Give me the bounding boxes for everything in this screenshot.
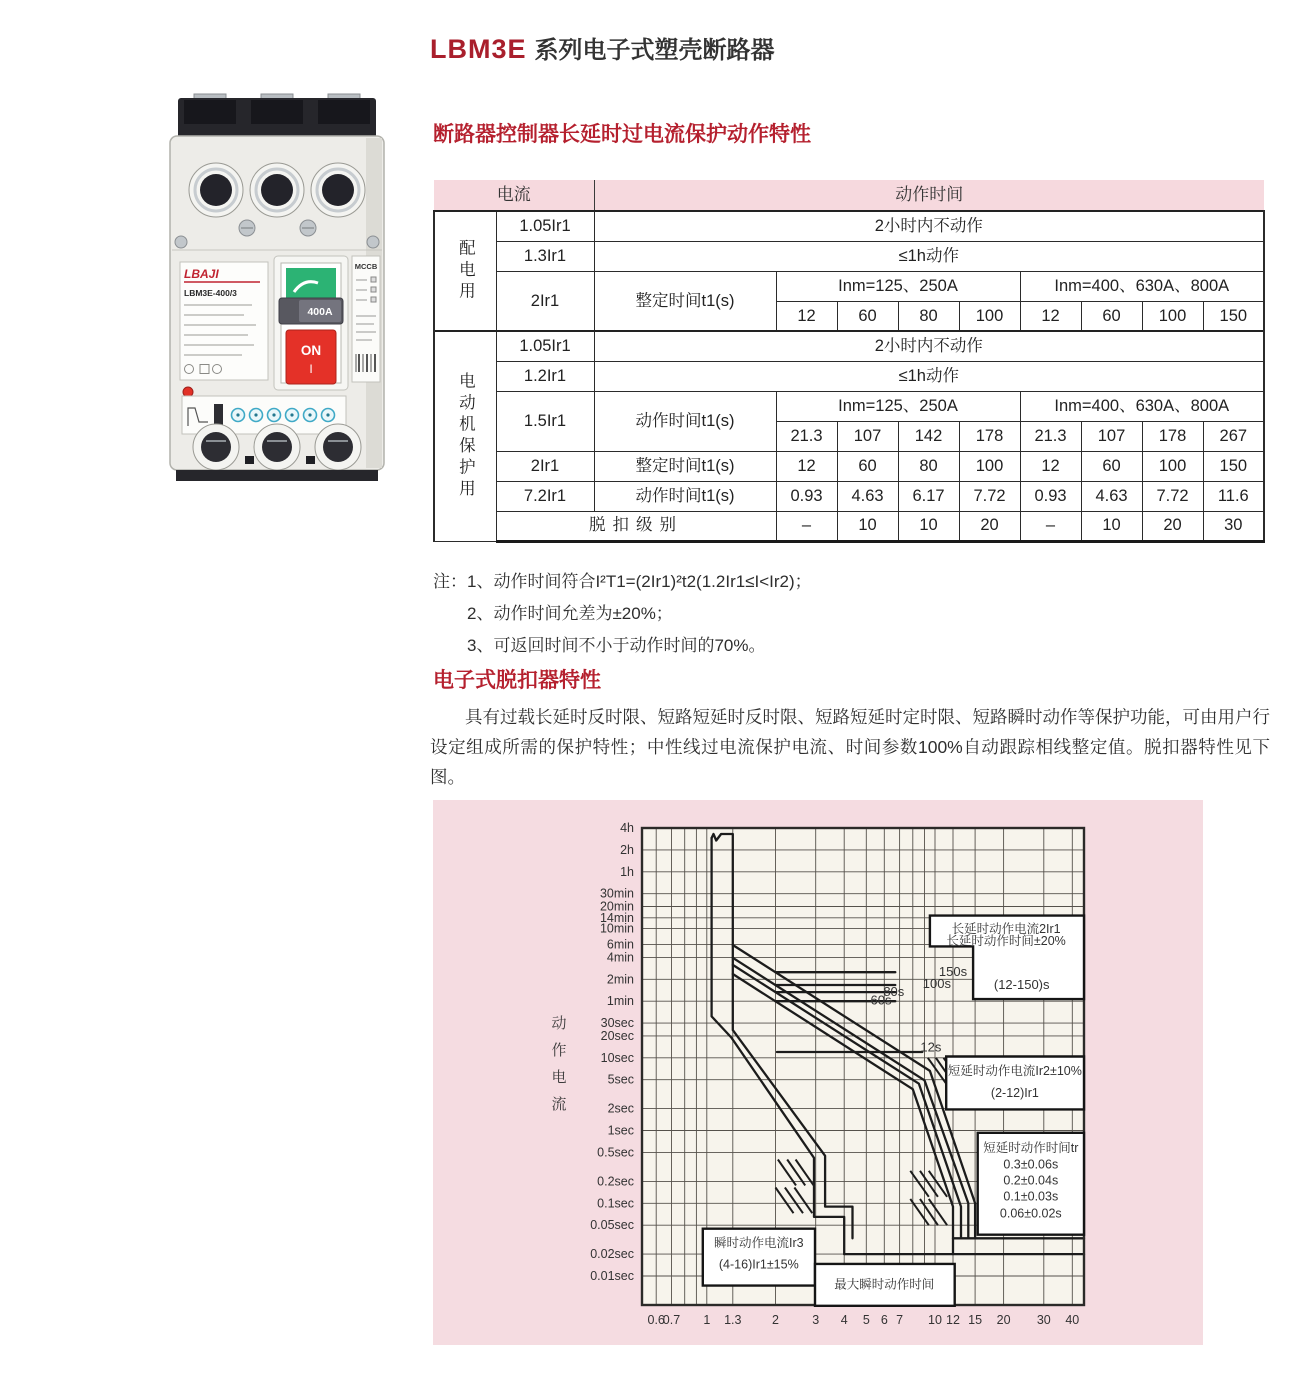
- y-axis-title-char: 动: [551, 1015, 567, 1032]
- y-axis-title-char: 作: [551, 1042, 567, 1059]
- annotation-text: 0.2±0.04s: [1003, 1173, 1059, 1188]
- x-tick-label: 0.6: [647, 1313, 665, 1327]
- y-tick-label: 4h: [620, 821, 634, 835]
- table-row: [434, 331, 1264, 361]
- table-cell: Inm=400、630A、800A: [1020, 271, 1264, 301]
- table-cell: 整定时间t1(s): [594, 451, 776, 481]
- x-tick-label: 6: [880, 1313, 888, 1327]
- y-tick-label: 2sec: [607, 1101, 634, 1116]
- annotation-text: 短延时动作时间tr: [983, 1140, 1079, 1155]
- table-cell: –: [776, 511, 837, 541]
- table-cell: ≤1h动作: [594, 361, 1264, 391]
- y-tick-label: 0.02sec: [590, 1247, 634, 1262]
- annotation-text: 0.1±0.03s: [1003, 1189, 1059, 1204]
- x-tick-label: 40: [1065, 1313, 1080, 1327]
- x-tick-label: 7: [896, 1313, 904, 1327]
- annotation-text: (4-16)Ir1±15%: [718, 1257, 799, 1272]
- table-cell: 0.93: [776, 481, 837, 511]
- curve-label: 60s: [870, 992, 892, 1008]
- table-cell: 30: [1203, 511, 1264, 541]
- x-tick-label: 15: [968, 1313, 983, 1327]
- table-cell: 2小时内不动作: [594, 211, 1264, 241]
- y-tick-label: 20min: [599, 899, 634, 914]
- table-cell: 107: [1081, 421, 1142, 451]
- y-tick-label: 20sec: [600, 1028, 634, 1043]
- table-cell: 12: [1020, 301, 1081, 331]
- y-tick-label: 1h: [620, 864, 634, 879]
- annotation-text: 0.06±0.02s: [999, 1206, 1062, 1221]
- annotation-text: 瞬时动作电流Ir3: [714, 1236, 804, 1250]
- page-title-model: LBM3E: [430, 34, 527, 64]
- on-indicator-window: [286, 268, 336, 302]
- table-cell: 11.6: [1203, 481, 1264, 511]
- trip-curve-chart: [433, 800, 1203, 1345]
- table-cell: 6.17: [898, 481, 959, 511]
- table-cell: 21.3: [776, 421, 837, 451]
- trip-characteristics-table: [433, 180, 1265, 543]
- table-row: [434, 361, 1264, 391]
- column-header-time: 动作时间: [594, 180, 1264, 211]
- x-tick-label: 1: [703, 1313, 711, 1327]
- y-tick-label: 1sec: [607, 1123, 634, 1138]
- y-tick-label: 14min: [599, 910, 634, 925]
- table-cell: 107: [837, 421, 898, 451]
- x-tick-label: 4: [840, 1313, 848, 1327]
- x-tick-label: 20: [996, 1313, 1011, 1327]
- x-tick-label: 1.3: [724, 1313, 742, 1327]
- y-tick-label: 2h: [620, 842, 634, 857]
- note-item: 2、动作时间允差为±20%；: [467, 604, 673, 623]
- table-cell: 80: [898, 301, 959, 331]
- table-cell-trip-class: 脱扣级别: [496, 511, 776, 541]
- section-heading-protection-characteristics: 断路器控制器长延时过电流保护动作特性: [433, 123, 811, 146]
- table-cell: 2Ir1: [496, 451, 594, 481]
- curve-label: 12s: [920, 1039, 942, 1055]
- table-cell: 动作时间t1(s): [594, 481, 776, 511]
- y-tick-label: 4min: [606, 950, 634, 965]
- section-heading-electronic-release: 电子式脱扣器特性: [433, 669, 601, 692]
- y-axis-title-char: 流: [551, 1096, 567, 1113]
- y-tick-label: 1min: [606, 994, 634, 1009]
- table-row: [434, 271, 1264, 301]
- breaker-illustration: [148, 92, 406, 482]
- y-tick-label: 0.01sec: [590, 1269, 634, 1283]
- x-tick-label: 2: [772, 1313, 779, 1327]
- table-cell: 动作时间t1(s): [594, 391, 776, 451]
- table-notes: [433, 566, 812, 662]
- x-tick-label: 30: [1036, 1313, 1051, 1327]
- slider-switch[interactable]: [214, 404, 223, 426]
- trip-chart-panel: [433, 800, 1203, 1345]
- table-cell: 20: [1142, 511, 1203, 541]
- table-row: [434, 481, 1264, 511]
- notes-list: [467, 566, 812, 662]
- table-header-row: [434, 180, 1264, 211]
- breaker-bottom-terminals: [193, 424, 361, 470]
- table-cell: 20: [959, 511, 1020, 541]
- table-cell: 60: [837, 451, 898, 481]
- rating-label: 400A: [307, 306, 333, 318]
- mccb-label: MCCB: [354, 262, 378, 271]
- table-cell: 10: [1081, 511, 1142, 541]
- column-header-current: 电流: [434, 180, 594, 211]
- table-cell: 整定时间t1(s): [594, 271, 776, 331]
- curve-label: 100s: [922, 976, 952, 992]
- table-cell: 80: [898, 451, 959, 481]
- table-cell: 1.5Ir1: [496, 391, 594, 451]
- breaker-top-terminals: [189, 163, 365, 217]
- annotation-text: 短延时动作电流Ir2±10%: [947, 1063, 1082, 1078]
- note-item: 1、动作时间符合I²T1=(2Ir1)²t2(1.2Ir1≤I<Ir2)；: [467, 572, 812, 591]
- table-cell: 12: [1020, 451, 1081, 481]
- table-row: [434, 241, 1264, 271]
- table-cell: 7.72: [959, 481, 1020, 511]
- table-cell: 150: [1203, 451, 1264, 481]
- table-cell: 100: [959, 451, 1020, 481]
- table-cell: 10: [837, 511, 898, 541]
- table-cell: 178: [959, 421, 1020, 451]
- note-item: 3、可返回时间不小于动作时间的70%。: [467, 636, 766, 655]
- y-tick-label: 0.5sec: [597, 1145, 634, 1160]
- on-button-label: ON: [300, 343, 322, 358]
- breaker-handle-assembly: [274, 256, 348, 390]
- table-cell: 100: [1142, 301, 1203, 331]
- table-cell: 4.63: [837, 481, 898, 511]
- annotation-text: 0.3±0.06s: [1003, 1157, 1059, 1172]
- table-cell: 7.2Ir1: [496, 481, 594, 511]
- table-cell: –: [1020, 511, 1081, 541]
- table-cell: 12: [776, 451, 837, 481]
- table-cell: 21.3: [1020, 421, 1081, 451]
- table-cell: 100: [1142, 451, 1203, 481]
- annotation-text: 长延时动作时间±20%: [946, 933, 1066, 948]
- table-cell: Inm=125、250A: [776, 271, 1020, 301]
- table-cell: 1.2Ir1: [496, 361, 594, 391]
- curve-label: (12-150)s: [993, 977, 1050, 992]
- table-cell: 60: [1081, 451, 1142, 481]
- model-label: LBM3E-400/3: [184, 288, 237, 298]
- table-cell: ≤1h动作: [594, 241, 1264, 271]
- table-row: [434, 451, 1264, 481]
- table-row: [434, 391, 1264, 421]
- breaker-label-panel: [180, 262, 268, 380]
- x-tick-label: 5: [862, 1313, 870, 1327]
- table-cell: 1.3Ir1: [496, 241, 594, 271]
- table-cell: Inm=400、630A、800A: [1020, 391, 1264, 421]
- breaker-bottom-cap: [176, 470, 378, 481]
- curve-label: 80s: [883, 984, 905, 1000]
- table-cell: 60: [837, 301, 898, 331]
- table-cell: 2Ir1: [496, 271, 594, 331]
- product-photo: [148, 92, 406, 482]
- page-title-series: 系列电子式塑壳断路器: [534, 37, 775, 64]
- y-tick-label: 0.1sec: [597, 1196, 634, 1211]
- table-cell: 1.05Ir1: [496, 331, 594, 361]
- table-cell: Inm=125、250A: [776, 391, 1020, 421]
- table-cell: 7.72: [1142, 481, 1203, 511]
- x-tick-label: 3: [812, 1313, 820, 1327]
- group-label-motor-protection: 电动机保护用: [434, 331, 496, 541]
- table-cell: 142: [898, 421, 959, 451]
- table-cell: 178: [1142, 421, 1203, 451]
- annotation-text: 长延时动作电流2Ir1: [951, 921, 1061, 936]
- x-tick-label: 0.7: [662, 1313, 681, 1327]
- breaker-top-cap: [178, 94, 376, 142]
- annotation-text: (2-12)Ir1: [990, 1085, 1039, 1100]
- table-cell: 150: [1203, 301, 1264, 331]
- annotation-text: 最大瞬时动作时间: [834, 1277, 935, 1292]
- feature-paragraph: 具有过载长延时反时限、短路短延时反时限、短路短延时定时限、短路瞬时动作等保护功能，可由用户行设定组成所需的保护特性；中性线过电流保护电流、时间参数100%自动跟踪相线整定值。脱扣器特性见下图。: [430, 707, 1270, 787]
- curve-label: 150s: [938, 964, 968, 980]
- y-tick-label: 0.2sec: [597, 1174, 634, 1189]
- group-label-distribution: 配电用: [434, 211, 496, 331]
- y-tick-label: 6min: [606, 937, 634, 952]
- page-title: [430, 30, 775, 65]
- table-cell: 100: [959, 301, 1020, 331]
- table-row: [434, 211, 1264, 241]
- x-tick-label: 10: [928, 1313, 942, 1327]
- table-row: [434, 511, 1264, 541]
- notes-prefix: 注：: [433, 572, 467, 591]
- table-cell: 60: [1081, 301, 1142, 331]
- y-tick-label: 10sec: [600, 1050, 634, 1065]
- table-cell: 1.05Ir1: [496, 211, 594, 241]
- table-cell: 267: [1203, 421, 1264, 451]
- brand-logo: LBAJI: [184, 267, 219, 281]
- breaker-right-panel: [352, 256, 380, 382]
- x-tick-label: 12: [946, 1313, 960, 1327]
- y-tick-label: 2min: [606, 972, 634, 987]
- table-cell: 10: [898, 511, 959, 541]
- y-tick-label: 30min: [599, 886, 634, 901]
- y-axis-title-char: 电: [551, 1069, 567, 1086]
- y-tick-label: 5sec: [607, 1072, 634, 1087]
- y-tick-label: 30sec: [600, 1016, 634, 1031]
- y-tick-label: 0.05sec: [590, 1218, 634, 1233]
- table-cell: 4.63: [1081, 481, 1142, 511]
- y-tick-label: 10min: [599, 921, 634, 936]
- on-button-mark: I: [309, 362, 313, 376]
- table-cell: 2小时内不动作: [594, 331, 1264, 361]
- table-cell: 0.93: [1020, 481, 1081, 511]
- table-cell: 12: [776, 301, 837, 331]
